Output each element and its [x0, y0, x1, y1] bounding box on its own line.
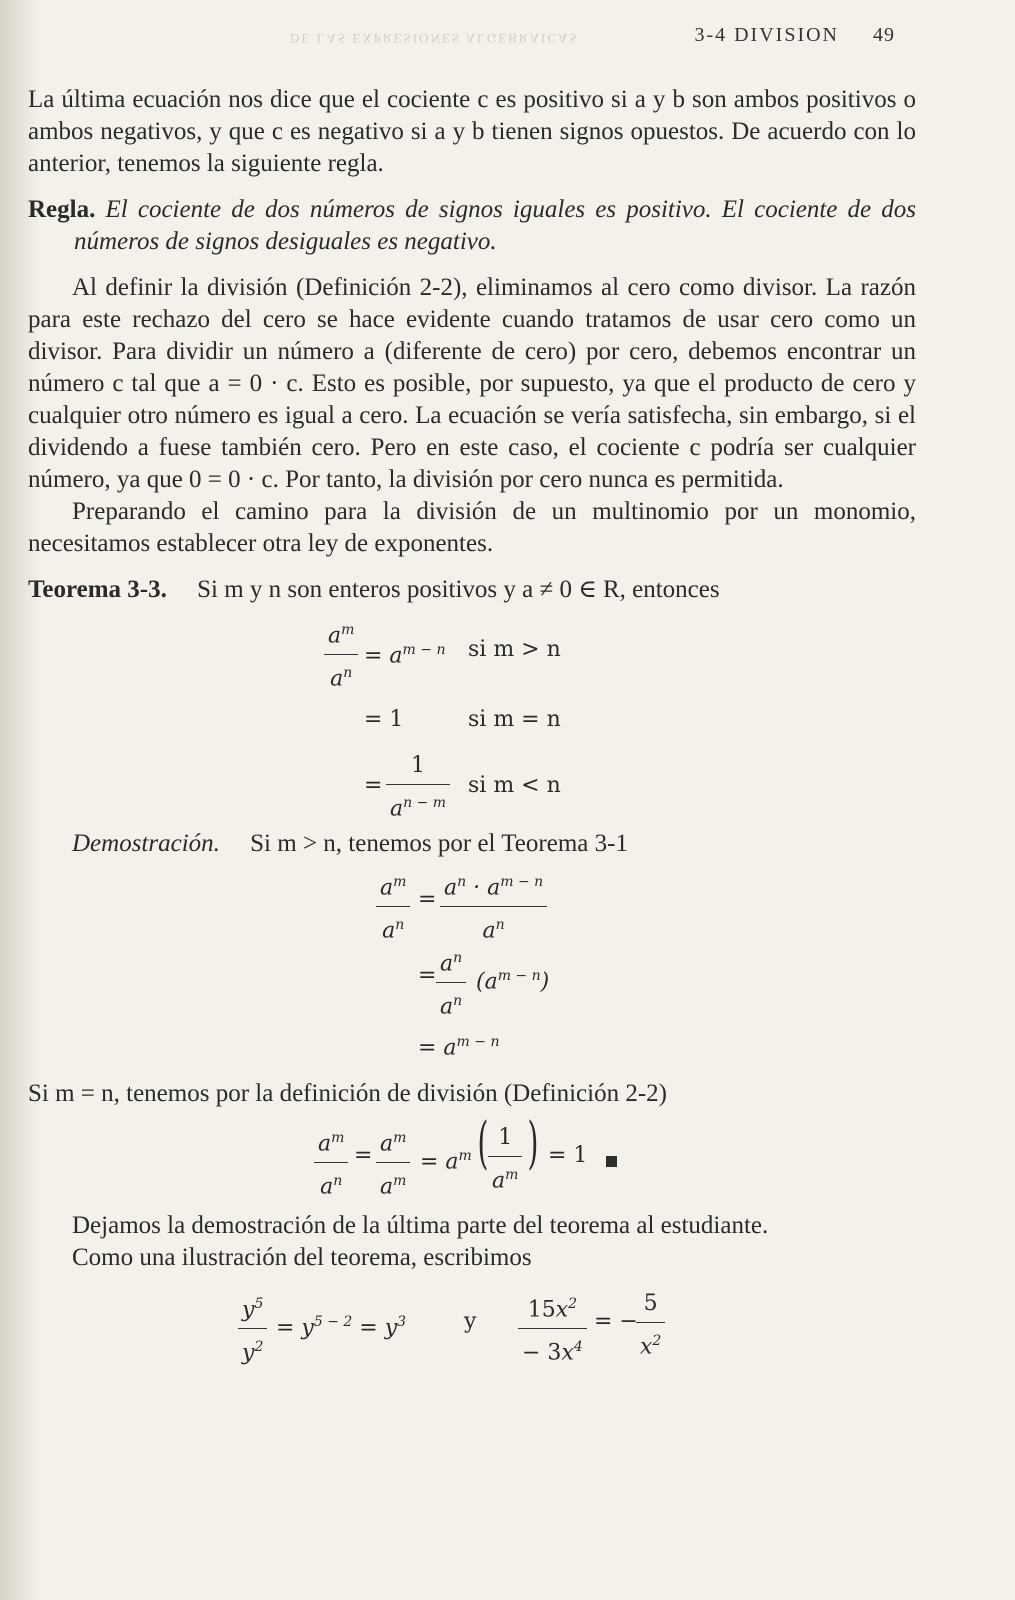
teorema-formulas: $\frac{a^m}{a^n}$ = $a^{m - n}$ si m > n = 1 si m = n = $\frac{1}{a^{n - m}}$ si m < n — [28, 614, 916, 824]
proof-formulas: $\frac{a^m}{a^n}$ = $\frac{a^n \cdot a^{m - n}}{a^n}$ = $\frac{a^n}{a^n}$ $(a^{m - n})$ = $a^{m - n}$ — [28, 866, 916, 1070]
teorema-text: Si m y n son enteros positivos y a ≠ 0 ∈ R, entonces — [197, 576, 720, 603]
teorema-statement — [28, 574, 916, 606]
demostracion-label: Demostración. — [72, 830, 220, 857]
demostracion-line — [28, 828, 916, 860]
page-number: 49 — [873, 24, 895, 46]
example-formulas: $\frac{y^5}{y^2}$ = $y^{5 - 2} = y^3$ y $\frac{15x^2}{- 3x^4}$ = − $\frac{5}{x^2}$ — [28, 1282, 916, 1366]
fraction-am-over-an: $\frac{a^m}{a^n}$ — [324, 614, 358, 696]
case-2-cond: si m = n — [468, 707, 561, 732]
regla-text: El cociente de dos números de signos iguales es positivo. El cociente de dos números de signos desiguales es negativo. — [74, 196, 916, 255]
teorema-label: Teorema 3-3. — [28, 576, 167, 603]
case-1-cond: si m > n — [468, 637, 561, 662]
fraction-1-over-a-nm: $\frac{1}{a^{n - m}}$ — [386, 750, 450, 825]
paragraph-1: La última ecuación nos dice que el cociente c es positivo si a y b son ambos positivos o ambos negativos, y que c es negativo si a y b tienen signos opuestos. De acuerdo con lo anterior, tenemos la siguiente regla. — [28, 86, 916, 177]
page-body — [28, 84, 916, 1366]
qed-square-icon — [606, 1156, 617, 1167]
regla-label: Regla. — [28, 196, 96, 223]
paragraph-3: Preparando el camino para la división de un multinomio por un monomio, necesitamos establecer otra ley de exponentes. — [28, 498, 916, 557]
case-2-result: = 1 — [364, 707, 404, 732]
bleed-through-text: DE LAS EXPRESIONES ALGEBRAICAS — [290, 31, 579, 46]
section-title: 3-4 DIVISION — [694, 24, 839, 46]
running-header — [694, 24, 895, 47]
regla-block — [28, 194, 916, 258]
paragraph-5: Dejamos la demostración de la última parte del teorema al estudiante. — [72, 1212, 769, 1239]
case-3-cond: si m < n — [468, 773, 561, 798]
paragraph-6: Como una ilustración del teorema, escribimos — [72, 1244, 532, 1271]
paragraph-2: Al definir la división (Definición 2-2), eliminamos al cero como divisor. La razón para este rechazo del cero se hace evidente cuando tratamos de usar cero como un divisor. Para dividir un número a (diferente de cero) por cero, debemos encontrar un número c tal que a = 0 · c. Esto es posible, por supuesto, ya que el producto de cero y cualquier otro número es igual a cero. La ecuación se vería satisfecha, sin embargo, si el dividendo a fuese también cero. Pero en este caso, el cociente c podría ser cualquier número, ya que 0 = 0 · c. Por tanto, la división por cero nunca es permitida. — [28, 274, 916, 493]
equal-exponent-formula: $\frac{a^m}{a^n}$ = $\frac{a^m}{a^m}$ = $a^m$ ( $\frac{1}{a^m}$ ) = 1 — [28, 1116, 916, 1200]
demostracion-text: Si m > n, tenemos por el Teorema 3-1 — [250, 830, 628, 857]
paragraph-4: Si m = n, tenemos por la definición de división (Definición 2-2) — [28, 1080, 667, 1107]
example-conjunction: y — [464, 1309, 477, 1334]
